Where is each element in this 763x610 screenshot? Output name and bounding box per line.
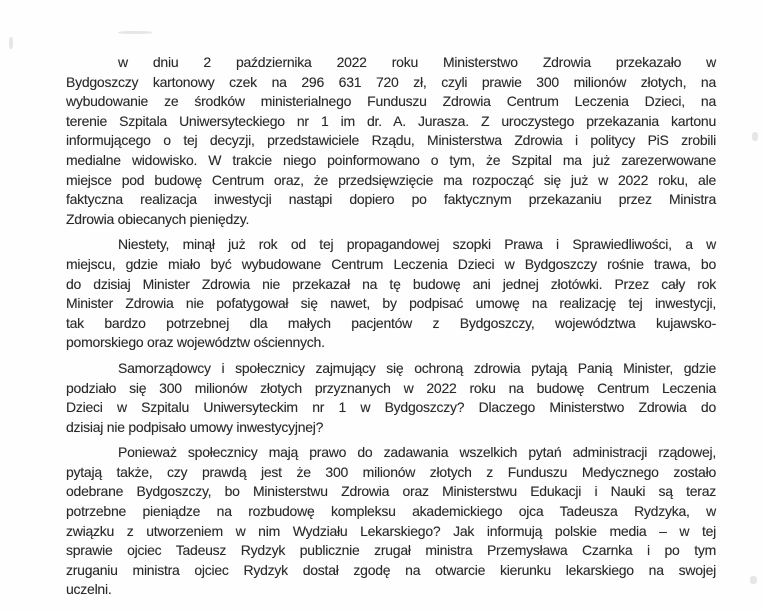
text-line: pomorskiego oraz województw ościennych. <box>66 334 325 351</box>
text-line: do dzisiaj Minister Zdrowia nie przekazał na tę budowę ani jednej złotówki. Przez cały rok <box>66 275 716 292</box>
text-line: sprawie ojciec Tadeusz Rydzyk publicznie zrugał ministra Przemysława Czarnka i po tym <box>66 542 716 559</box>
text-line: terenie Szpitala Uniwersyteckiego nr 1 im dr. A. Jurasza. Z uroczystego przekazania kartonu <box>66 112 716 129</box>
text-line: informującego o tej decyzji, przedstawiciele Rządu, Ministerstwa Zdrowia i politycy PiS zrobili <box>66 132 716 149</box>
text-line: Ponieważ społecznicy mają prawo do zadawania wszelkich pytań administracji rządowej, <box>118 444 716 461</box>
text-line: pytają także, czy prawdą jest że 300 milionów złotych z Funduszu Medycznego zostało <box>66 463 716 480</box>
document-body <box>66 53 716 606</box>
paragraph <box>66 53 716 229</box>
paragraph <box>66 359 716 437</box>
scan-artifact <box>9 37 13 49</box>
text-line: miejsce pod budowę Centrum oraz, że przedsięwzięcie ma rozpocząć się już w 2022 roku, ale <box>66 171 716 188</box>
text-line: medialne widowisko. W trakcie niego poinformowano o tym, że Szpital ma już zarezerwowane <box>66 151 716 168</box>
text-line: odebrane Bydgoszczy, bo Ministerstwu Zdrowia oraz Ministerstwu Edukacji i Nauki są teraz <box>66 483 716 500</box>
text-line: wybudowanie ze środków ministerialnego Funduszu Zdrowia Centrum Leczenia Dzieci, na <box>66 93 716 110</box>
text-line: faktyczna realizacja inwestycji nastąpi dopiero po faktycznym przekazaniu przez Ministra <box>66 191 716 208</box>
text-line: związku z utworzeniem w nim Wydziału Lekarskiego? Jak informują polskie media – w tej <box>66 522 716 539</box>
paragraph <box>66 235 716 353</box>
text-line: Zdrowia obiecanych pieniędzy. <box>66 210 250 227</box>
text-line: w dniu 2 października 2022 roku Ministerstwo Zdrowia przekazało w <box>118 54 716 70</box>
text-line: Samorządowcy i społecznicy zajmujący się ochroną zdrowia pytają Panią Minister, gdzie <box>118 359 716 376</box>
text-line: Dzieci w Szpitalu Uniwersyteckim nr 1 w Bydgoszczy? Dlaczego Ministerstwo Zdrowia do <box>66 399 716 416</box>
scan-artifact <box>118 31 152 34</box>
text-line: Minister Zdrowia nie pofatygował się nawet, by podpisać umowę na realizację tej inwestycji, <box>66 295 716 312</box>
text-line: miejscu, gdzie miało być wybudowane Centrum Leczenia Dzieci w Bydgoszczy rośnie trawa, bo <box>66 255 716 272</box>
text-line: zruganiu ministra ojciec Rydzyk dostał zgodę na otwarcie kierunku lekarskiego na swojej <box>66 561 716 578</box>
text-line: podziało się 300 milionów złotych przyznanych w 2022 roku na budowę Centrum Leczenia <box>66 379 716 396</box>
scan-artifact <box>750 576 757 584</box>
text-line: uczelni. <box>66 581 112 598</box>
text-line: Niestety, minął już rok od tej propagandowej szopki Prawa i Sprawiedliwości, a w <box>118 236 716 253</box>
paragraph <box>66 443 716 600</box>
text-line: dzisiaj nie podpisało umowy inwestycyjnej? <box>66 418 324 435</box>
text-line: Bydgoszczy kartonowy czek na 296 631 720 zł, czyli prawie 300 milionów złotych, na <box>66 73 716 90</box>
text-line: tak bardzo potrzebnej dla małych pacjentów z Bydgoszczy, województwa kujawsko- <box>66 314 716 331</box>
text-line: potrzebne pieniądze na rozbudowę kompleksu akademickiego ojca Tadeusza Rydzyka, w <box>66 503 716 520</box>
scan-artifact <box>752 132 758 141</box>
